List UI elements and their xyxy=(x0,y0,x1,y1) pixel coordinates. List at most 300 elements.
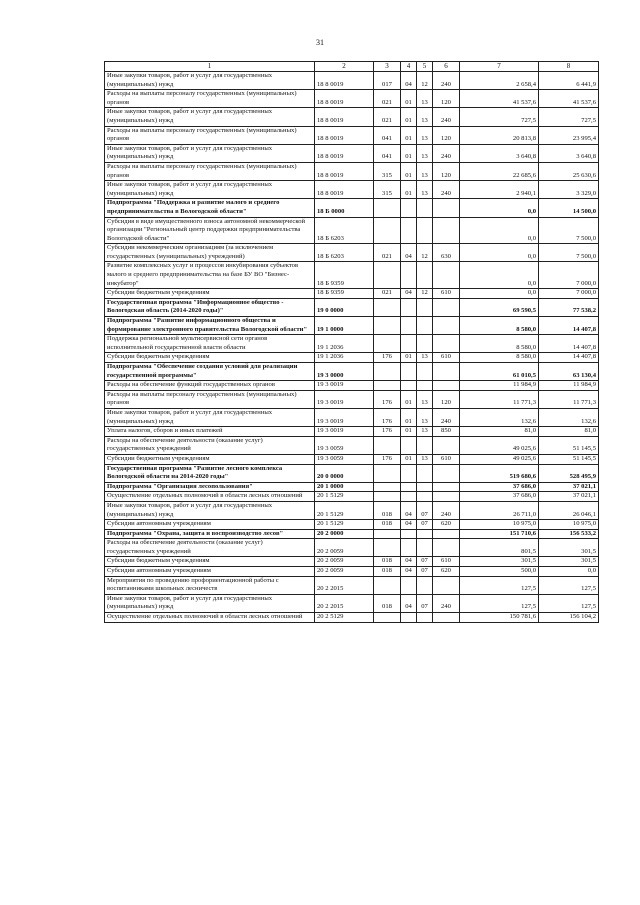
row-name-cell: Расходы на выплаты персоналу государственных (муниципальных) органов xyxy=(105,90,315,108)
table-row xyxy=(105,408,599,426)
row-name-cell: Субсидии бюджетным учреждениям xyxy=(105,454,315,464)
target-code-cell: 20 2 0059 xyxy=(315,539,374,557)
target-code-cell: 20 1 0000 xyxy=(315,482,374,492)
subsection-cell: 12 xyxy=(417,72,433,90)
table-row xyxy=(105,162,599,180)
ministry-code-cell: 021 xyxy=(374,244,401,262)
header-cell: 4 xyxy=(401,62,417,72)
table-row xyxy=(105,335,599,353)
target-code-cell: 18 8 0019 xyxy=(315,181,374,199)
table-row xyxy=(105,454,599,464)
table-row xyxy=(105,217,599,244)
ministry-code-cell xyxy=(374,262,401,289)
ministry-code-cell xyxy=(374,529,401,539)
section-cell xyxy=(401,492,417,502)
subsection-cell xyxy=(417,363,433,381)
target-code-cell: 19 3 0019 xyxy=(315,408,374,426)
header-cell: 7 xyxy=(460,62,539,72)
target-code-cell: 19 0 0000 xyxy=(315,298,374,316)
section-cell xyxy=(401,464,417,482)
amount-year2-cell: 6 441,9 xyxy=(539,72,599,90)
ministry-code-cell: 018 xyxy=(374,594,401,612)
header-cell: 3 xyxy=(374,62,401,72)
subsection-cell: 12 xyxy=(417,289,433,299)
section-cell: 04 xyxy=(401,244,417,262)
table-row xyxy=(105,144,599,162)
subsection-cell: 13 xyxy=(417,90,433,108)
ministry-code-cell xyxy=(374,492,401,502)
subsection-cell: 13 xyxy=(417,427,433,437)
subsection-cell: 13 xyxy=(417,181,433,199)
amount-year2-cell: 156 104,2 xyxy=(539,613,599,623)
ministry-code-cell xyxy=(374,317,401,335)
row-name-cell: Осуществление отдельных полномочий в области лесных отношений xyxy=(105,613,315,623)
row-name-cell: Поддержка региональной мультисервисной сети органов исполнительной государственной власти области xyxy=(105,335,315,353)
subsection-cell xyxy=(417,492,433,502)
table-row xyxy=(105,557,599,567)
ministry-code-cell xyxy=(374,217,401,244)
table-row xyxy=(105,539,599,557)
amount-year1-cell: 2 658,4 xyxy=(460,72,539,90)
section-cell: 01 xyxy=(401,181,417,199)
header-cell: 8 xyxy=(539,62,599,72)
section-cell: 04 xyxy=(401,567,417,577)
section-cell xyxy=(401,482,417,492)
table-row xyxy=(105,181,599,199)
amount-year2-cell: 7 500,0 xyxy=(539,217,599,244)
ministry-code-cell xyxy=(374,613,401,623)
expense-type-cell: 240 xyxy=(433,408,460,426)
ministry-code-cell xyxy=(374,464,401,482)
row-name-cell: Расходы на выплаты персоналу государственных (муниципальных) органов xyxy=(105,390,315,408)
table-row xyxy=(105,199,599,217)
subsection-cell: 13 xyxy=(417,162,433,180)
subsection-cell: 07 xyxy=(417,594,433,612)
subsection-cell: 13 xyxy=(417,108,433,126)
amount-year2-cell: 7 500,0 xyxy=(539,244,599,262)
expense-type-cell: 850 xyxy=(433,427,460,437)
header-cell: 6 xyxy=(433,62,460,72)
amount-year2-cell: 37 021,1 xyxy=(539,482,599,492)
expense-type-cell xyxy=(433,217,460,244)
expense-type-cell: 610 xyxy=(433,557,460,567)
section-cell xyxy=(401,381,417,391)
subsection-cell: 07 xyxy=(417,501,433,519)
row-name-cell: Иные закупки товаров, работ и услуг для государственных (муниципальных) нужд xyxy=(105,501,315,519)
amount-year2-cell: 10 975,0 xyxy=(539,520,599,530)
target-code-cell: 18 Б 9359 xyxy=(315,262,374,289)
subsection-cell xyxy=(417,464,433,482)
row-name-cell: Государственная программа "Информационное общество - Вологодская область (2014-2020 годы)" xyxy=(105,298,315,316)
expense-type-cell: 120 xyxy=(433,126,460,144)
ministry-code-cell: 315 xyxy=(374,181,401,199)
expense-type-cell xyxy=(433,381,460,391)
amount-year1-cell: 0,0 xyxy=(460,199,539,217)
table-row xyxy=(105,567,599,577)
row-name-cell: Субсидии бюджетным учреждениям xyxy=(105,353,315,363)
amount-year1-cell: 81,0 xyxy=(460,427,539,437)
ministry-code-cell: 017 xyxy=(374,72,401,90)
section-cell: 01 xyxy=(401,126,417,144)
section-cell: 01 xyxy=(401,162,417,180)
amount-year2-cell: 0,0 xyxy=(539,567,599,577)
target-code-cell: 20 2 0000 xyxy=(315,529,374,539)
target-code-cell: 19 1 2036 xyxy=(315,353,374,363)
section-cell xyxy=(401,539,417,557)
section-cell xyxy=(401,613,417,623)
amount-year2-cell: 77 538,2 xyxy=(539,298,599,316)
row-name-cell: Иные закупки товаров, работ и услуг для государственных (муниципальных) нужд xyxy=(105,594,315,612)
ministry-code-cell: 176 xyxy=(374,353,401,363)
ministry-code-cell xyxy=(374,363,401,381)
ministry-code-cell: 176 xyxy=(374,427,401,437)
row-name-cell: Иные закупки товаров, работ и услуг для государственных (муниципальных) нужд xyxy=(105,181,315,199)
subsection-cell: 13 xyxy=(417,408,433,426)
target-code-cell: 18 Б 6203 xyxy=(315,217,374,244)
amount-year1-cell: 127,5 xyxy=(460,594,539,612)
row-name-cell: Уплата налогов, сборов и иных платежей xyxy=(105,427,315,437)
target-code-cell: 18 Б 6203 xyxy=(315,244,374,262)
amount-year2-cell: 132,6 xyxy=(539,408,599,426)
table-header-row xyxy=(105,62,599,72)
amount-year1-cell: 37 686,0 xyxy=(460,482,539,492)
subsection-cell xyxy=(417,199,433,217)
row-name-cell: Подпрограмма "Обеспечение создания условий для реализации государственной программы" xyxy=(105,363,315,381)
row-name-cell: Расходы на выплаты персоналу государственных (муниципальных) органов xyxy=(105,162,315,180)
table-row xyxy=(105,520,599,530)
table-row xyxy=(105,289,599,299)
amount-year1-cell: 519 680,6 xyxy=(460,464,539,482)
table-row xyxy=(105,126,599,144)
row-name-cell: Расходы на обеспечение деятельности (оказание услуг) государственных учреждений xyxy=(105,539,315,557)
target-code-cell: 20 0 0000 xyxy=(315,464,374,482)
budget-table xyxy=(104,61,599,623)
amount-year2-cell: 23 995,4 xyxy=(539,126,599,144)
expense-type-cell: 610 xyxy=(433,289,460,299)
section-cell xyxy=(401,363,417,381)
section-cell: 01 xyxy=(401,408,417,426)
amount-year1-cell: 2 940,1 xyxy=(460,181,539,199)
amount-year1-cell: 0,0 xyxy=(460,217,539,244)
target-code-cell: 20 2 0059 xyxy=(315,557,374,567)
expense-type-cell: 240 xyxy=(433,594,460,612)
target-code-cell: 20 1 5129 xyxy=(315,501,374,519)
amount-year1-cell: 8 580,0 xyxy=(460,317,539,335)
expense-type-cell: 240 xyxy=(433,108,460,126)
subsection-cell: 13 xyxy=(417,126,433,144)
expense-type-cell: 240 xyxy=(433,501,460,519)
amount-year1-cell: 3 640,8 xyxy=(460,144,539,162)
subsection-cell: 13 xyxy=(417,144,433,162)
ministry-code-cell: 315 xyxy=(374,162,401,180)
amount-year2-cell: 3 329,0 xyxy=(539,181,599,199)
section-cell: 01 xyxy=(401,108,417,126)
table-row xyxy=(105,436,599,454)
target-code-cell: 20 2 0059 xyxy=(315,567,374,577)
target-code-cell: 19 1 0000 xyxy=(315,317,374,335)
table-row xyxy=(105,529,599,539)
ministry-code-cell xyxy=(374,199,401,217)
amount-year1-cell: 10 975,0 xyxy=(460,520,539,530)
section-cell xyxy=(401,436,417,454)
expense-type-cell xyxy=(433,613,460,623)
section-cell: 04 xyxy=(401,289,417,299)
amount-year2-cell: 7 000,0 xyxy=(539,289,599,299)
expense-type-cell: 610 xyxy=(433,454,460,464)
ministry-code-cell: 041 xyxy=(374,144,401,162)
amount-year1-cell: 0,0 xyxy=(460,262,539,289)
row-name-cell: Расходы на обеспечение деятельности (оказание услуг) государственных учреждений xyxy=(105,436,315,454)
amount-year1-cell: 49 025,6 xyxy=(460,436,539,454)
row-name-cell: Субсидии некоммерческим организациям (за исключением государственных (муниципальных) учреждений) xyxy=(105,244,315,262)
amount-year2-cell: 11 984,9 xyxy=(539,381,599,391)
target-code-cell: 20 2 5129 xyxy=(315,613,374,623)
table-row xyxy=(105,576,599,594)
section-cell: 04 xyxy=(401,557,417,567)
target-code-cell: 19 3 0019 xyxy=(315,390,374,408)
subsection-cell xyxy=(417,613,433,623)
row-name-cell: Иные закупки товаров, работ и услуг для государственных (муниципальных) нужд xyxy=(105,72,315,90)
amount-year1-cell: 49 025,6 xyxy=(460,454,539,464)
table-row xyxy=(105,482,599,492)
ministry-code-cell xyxy=(374,335,401,353)
amount-year2-cell: 81,0 xyxy=(539,427,599,437)
expense-type-cell: 240 xyxy=(433,72,460,90)
expense-type-cell: 120 xyxy=(433,162,460,180)
target-code-cell: 19 3 0019 xyxy=(315,381,374,391)
target-code-cell: 18 8 0019 xyxy=(315,108,374,126)
subsection-cell xyxy=(417,576,433,594)
row-name-cell: Развитие комплексных услуг и процессов инкубирования субъектов малого и среднего предпринимательства на базе БУ ВО "Бизнес-инкубатор" xyxy=(105,262,315,289)
ministry-code-cell: 041 xyxy=(374,126,401,144)
expense-type-cell xyxy=(433,436,460,454)
table-row xyxy=(105,390,599,408)
expense-type-cell xyxy=(433,482,460,492)
row-name-cell: Субсидия в виде имущественного взноса автономной некоммерческой организации "Региональный центр поддержки предпринимательства Вологодской области" xyxy=(105,217,315,244)
subsection-cell: 13 xyxy=(417,390,433,408)
subsection-cell xyxy=(417,529,433,539)
section-cell: 01 xyxy=(401,427,417,437)
expense-type-cell xyxy=(433,317,460,335)
section-cell xyxy=(401,298,417,316)
section-cell: 01 xyxy=(401,353,417,363)
section-cell: 04 xyxy=(401,520,417,530)
amount-year2-cell: 41 537,6 xyxy=(539,90,599,108)
row-name-cell: Иные закупки товаров, работ и услуг для государственных (муниципальных) нужд xyxy=(105,408,315,426)
amount-year2-cell: 37 021,1 xyxy=(539,492,599,502)
subsection-cell: 13 xyxy=(417,454,433,464)
ministry-code-cell xyxy=(374,381,401,391)
expense-type-cell: 610 xyxy=(433,353,460,363)
amount-year2-cell: 11 771,3 xyxy=(539,390,599,408)
amount-year1-cell: 41 537,6 xyxy=(460,90,539,108)
expense-type-cell xyxy=(433,492,460,502)
target-code-cell: 18 8 0019 xyxy=(315,72,374,90)
table-row xyxy=(105,381,599,391)
table-row xyxy=(105,464,599,482)
subsection-cell xyxy=(417,298,433,316)
expense-type-cell: 120 xyxy=(433,390,460,408)
section-cell: 01 xyxy=(401,454,417,464)
section-cell xyxy=(401,317,417,335)
expense-type-cell: 620 xyxy=(433,520,460,530)
row-name-cell: Иные закупки товаров, работ и услуг для государственных (муниципальных) нужд xyxy=(105,108,315,126)
expense-type-cell: 240 xyxy=(433,144,460,162)
row-name-cell: Подпрограмма "Охрана, защита и воспроизводство лесов" xyxy=(105,529,315,539)
row-name-cell: Подпрограмма "Развитие информационного общества и формирование электронного правительства Вологодской области" xyxy=(105,317,315,335)
table-row xyxy=(105,594,599,612)
expense-type-cell xyxy=(433,464,460,482)
target-code-cell: 18 Б 0000 xyxy=(315,199,374,217)
target-code-cell: 20 1 5129 xyxy=(315,492,374,502)
amount-year2-cell: 51 145,5 xyxy=(539,454,599,464)
amount-year2-cell: 14 407,8 xyxy=(539,353,599,363)
amount-year2-cell: 7 000,0 xyxy=(539,262,599,289)
ministry-code-cell xyxy=(374,482,401,492)
expense-type-cell xyxy=(433,529,460,539)
section-cell: 04 xyxy=(401,501,417,519)
amount-year2-cell: 14 407,8 xyxy=(539,335,599,353)
subsection-cell xyxy=(417,482,433,492)
amount-year2-cell: 14 500,0 xyxy=(539,199,599,217)
amount-year1-cell: 127,5 xyxy=(460,576,539,594)
amount-year1-cell: 26 711,0 xyxy=(460,501,539,519)
ministry-code-cell xyxy=(374,436,401,454)
table-row xyxy=(105,262,599,289)
amount-year1-cell: 0,0 xyxy=(460,244,539,262)
table-row xyxy=(105,108,599,126)
expense-type-cell xyxy=(433,363,460,381)
subsection-cell xyxy=(417,217,433,244)
ministry-code-cell: 018 xyxy=(374,557,401,567)
section-cell xyxy=(401,576,417,594)
ministry-code-cell: 021 xyxy=(374,90,401,108)
row-name-cell: Подпрограмма "Поддержка и развитие малого и среднего предпринимательства в Вологодской области" xyxy=(105,199,315,217)
expense-type-cell xyxy=(433,539,460,557)
amount-year2-cell: 127,5 xyxy=(539,594,599,612)
table-row xyxy=(105,613,599,623)
ministry-code-cell: 018 xyxy=(374,567,401,577)
amount-year2-cell: 528 495,9 xyxy=(539,464,599,482)
target-code-cell: 20 2 2015 xyxy=(315,576,374,594)
expense-type-cell: 120 xyxy=(433,90,460,108)
section-cell xyxy=(401,199,417,217)
expense-type-cell xyxy=(433,262,460,289)
ministry-code-cell: 018 xyxy=(374,520,401,530)
amount-year1-cell: 801,5 xyxy=(460,539,539,557)
table-row xyxy=(105,427,599,437)
amount-year2-cell: 25 630,6 xyxy=(539,162,599,180)
table-row xyxy=(105,244,599,262)
target-code-cell: 19 3 0000 xyxy=(315,363,374,381)
target-code-cell: 19 3 0019 xyxy=(315,427,374,437)
expense-type-cell: 630 xyxy=(433,244,460,262)
amount-year2-cell: 127,5 xyxy=(539,576,599,594)
amount-year1-cell: 0,0 xyxy=(460,289,539,299)
row-name-cell: Иные закупки товаров, работ и услуг для государственных (муниципальных) нужд xyxy=(105,144,315,162)
expense-type-cell xyxy=(433,199,460,217)
expense-type-cell: 240 xyxy=(433,181,460,199)
table-row xyxy=(105,492,599,502)
row-name-cell: Осуществление отдельных полномочий в области лесных отношений xyxy=(105,492,315,502)
section-cell: 01 xyxy=(401,144,417,162)
table-row xyxy=(105,353,599,363)
expense-type-cell xyxy=(433,576,460,594)
ministry-code-cell: 018 xyxy=(374,501,401,519)
ministry-code-cell: 176 xyxy=(374,408,401,426)
target-code-cell: 18 8 0019 xyxy=(315,126,374,144)
amount-year2-cell: 14 407,8 xyxy=(539,317,599,335)
subsection-cell xyxy=(417,335,433,353)
subsection-cell: 13 xyxy=(417,353,433,363)
target-code-cell: 19 3 0059 xyxy=(315,436,374,454)
amount-year2-cell: 727,5 xyxy=(539,108,599,126)
amount-year1-cell: 150 781,6 xyxy=(460,613,539,623)
ministry-code-cell xyxy=(374,576,401,594)
section-cell xyxy=(401,217,417,244)
amount-year1-cell: 37 686,0 xyxy=(460,492,539,502)
target-code-cell: 18 Б 9359 xyxy=(315,289,374,299)
header-cell: 2 xyxy=(315,62,374,72)
amount-year1-cell: 11 771,3 xyxy=(460,390,539,408)
ministry-code-cell xyxy=(374,298,401,316)
row-name-cell: Мероприятия по проведению профориентационной работы с воспитанниками школьных лесничеств xyxy=(105,576,315,594)
subsection-cell: 07 xyxy=(417,567,433,577)
amount-year1-cell: 8 580,0 xyxy=(460,353,539,363)
target-code-cell: 18 8 0019 xyxy=(315,144,374,162)
header-cell: 5 xyxy=(417,62,433,72)
subsection-cell xyxy=(417,262,433,289)
header-cell: 1 xyxy=(105,62,315,72)
amount-year1-cell: 301,5 xyxy=(460,557,539,567)
row-name-cell: Государственная программа "Развитие лесного комплекса Вологодской области на 2014-2020 годы" xyxy=(105,464,315,482)
row-name-cell: Субсидии бюджетным учреждениям xyxy=(105,557,315,567)
amount-year1-cell: 69 590,5 xyxy=(460,298,539,316)
row-name-cell: Подпрограмма "Организация лесопользования" xyxy=(105,482,315,492)
ministry-code-cell: 176 xyxy=(374,390,401,408)
amount-year1-cell: 151 710,6 xyxy=(460,529,539,539)
section-cell: 01 xyxy=(401,390,417,408)
subsection-cell: 07 xyxy=(417,520,433,530)
section-cell xyxy=(401,262,417,289)
amount-year1-cell: 61 010,5 xyxy=(460,363,539,381)
subsection-cell xyxy=(417,381,433,391)
section-cell xyxy=(401,335,417,353)
subsection-cell xyxy=(417,436,433,454)
row-name-cell: Расходы на выплаты персоналу государственных (муниципальных) органов xyxy=(105,126,315,144)
subsection-cell xyxy=(417,539,433,557)
amount-year2-cell: 301,5 xyxy=(539,557,599,567)
section-cell xyxy=(401,529,417,539)
row-name-cell: Расходы на обеспечение функций государственных органов xyxy=(105,381,315,391)
table-row xyxy=(105,90,599,108)
table-row xyxy=(105,72,599,90)
target-code-cell: 18 8 0019 xyxy=(315,90,374,108)
target-code-cell: 20 1 5129 xyxy=(315,520,374,530)
target-code-cell: 18 8 0019 xyxy=(315,162,374,180)
target-code-cell: 19 1 2036 xyxy=(315,335,374,353)
amount-year2-cell: 63 130,4 xyxy=(539,363,599,381)
amount-year2-cell: 3 640,8 xyxy=(539,144,599,162)
subsection-cell: 12 xyxy=(417,244,433,262)
page-number: 31 xyxy=(316,38,324,47)
section-cell: 04 xyxy=(401,72,417,90)
amount-year1-cell: 132,6 xyxy=(460,408,539,426)
target-code-cell: 20 2 2015 xyxy=(315,594,374,612)
amount-year1-cell: 500,0 xyxy=(460,567,539,577)
section-cell: 01 xyxy=(401,90,417,108)
amount-year1-cell: 20 813,8 xyxy=(460,126,539,144)
